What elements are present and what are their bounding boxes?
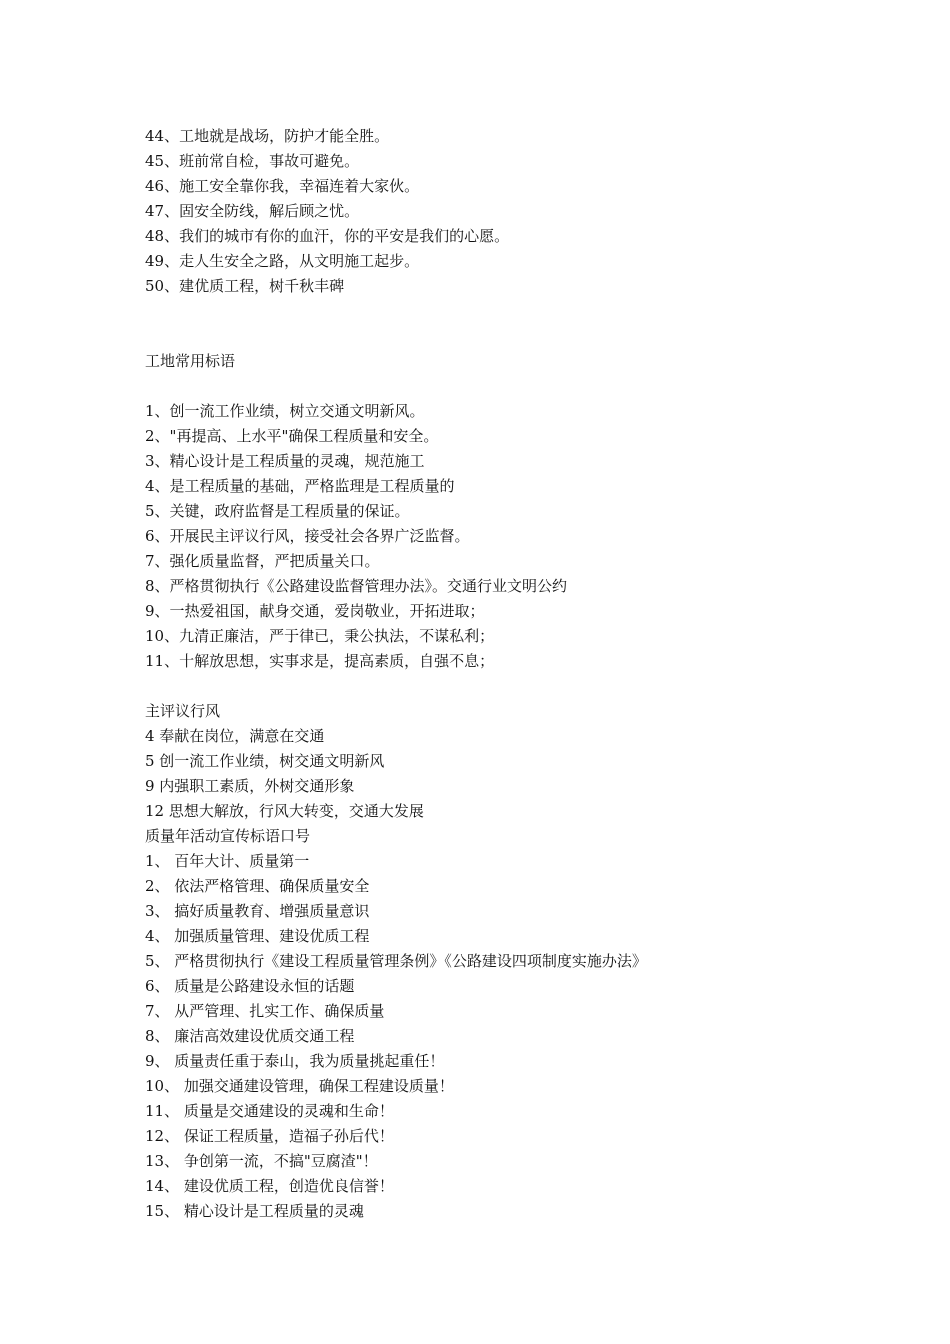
text-line: 9、一热爱祖国，献身交通，爱岗敬业，开拓进取； xyxy=(145,602,485,620)
text-line: 6、 质量是公路建设永恒的话题 xyxy=(145,977,355,995)
text-line: 45、班前常自检，事故可避免。 xyxy=(145,152,360,170)
blank-line xyxy=(145,299,845,324)
text-line: 14、 建设优质工程，创造优良信誉！ xyxy=(145,1177,394,1195)
text-line: 3、 搞好质量教育、增强质量意识 xyxy=(145,902,370,920)
text-line: 8、严格贯彻执行《公路建设监督管理办法》。交通行业文明公约 xyxy=(145,577,568,595)
text-line: 9 内强职工素质，外树交通形象 xyxy=(145,777,355,795)
text-line: 工地常用标语 xyxy=(145,352,236,370)
text-line: 1、创一流工作业绩，树立交通文明新风。 xyxy=(145,402,425,420)
blank-line xyxy=(145,324,845,349)
text-line: 49、走人生安全之路，从文明施工起步。 xyxy=(145,252,420,270)
text-line: 11、十解放思想，实事求是，提高素质，自强不息； xyxy=(145,652,495,670)
text-line: 6、开展民主评议行风，接受社会各界广泛监督。 xyxy=(145,527,470,545)
text-line: 4、是工程质量的基础，严格监理是工程质量的 xyxy=(145,477,455,495)
text-line: 5、关键，政府监督是工程质量的保证。 xyxy=(145,502,410,520)
text-line: 7、 从严管理、扎实工作、确保质量 xyxy=(145,1002,385,1020)
blank-line xyxy=(145,374,845,399)
text-line: 5、 严格贯彻执行《建设工程质量管理条例》《公路建设四项制度实施办法》 xyxy=(145,952,647,970)
text-line: 10、九清正廉洁，严于律已，秉公执法，不谋私利； xyxy=(145,627,495,645)
text-line: 4、 加强质量管理、建设优质工程 xyxy=(145,927,370,945)
text-line: 44、工地就是战场，防护才能全胜。 xyxy=(145,127,390,145)
text-line: 8、 廉洁高效建设优质交通工程 xyxy=(145,1027,355,1045)
text-line: 12 思想大解放，行风大转变，交通大发展 xyxy=(145,802,424,820)
text-line: 10、 加强交通建设管理，确保工程建设质量！ xyxy=(145,1077,454,1095)
text-line: 15、 精心设计是工程质量的灵魂 xyxy=(145,1202,364,1220)
text-line: 5 创一流工作业绩，树交通文明新风 xyxy=(145,752,385,770)
text-line: 50、建优质工程，树千秋丰碑 xyxy=(145,277,345,295)
blank-line xyxy=(145,674,845,699)
text-line: 主评议行风 xyxy=(145,702,221,720)
text-line: 3、精心设计是工程质量的灵魂，规范施工 xyxy=(145,452,425,470)
text-line: 2、 依法严格管理、确保质量安全 xyxy=(145,877,370,895)
text-line: 46、施工安全靠你我，幸福连着大家伙。 xyxy=(145,177,420,195)
text-line: 48、我们的城市有你的血汗，你的平安是我们的心愿。 xyxy=(145,227,510,245)
text-line: 质量年活动宣传标语口号 xyxy=(145,827,311,845)
text-line: 9、 质量责任重于泰山，我为质量挑起重任！ xyxy=(145,1052,445,1070)
text-line: 11、 质量是交通建设的灵魂和生命！ xyxy=(145,1102,394,1120)
text-line: 2、"再提高、上水平"确保工程质量和安全。 xyxy=(145,427,439,445)
text-line: 47、固安全防线，解后顾之忧。 xyxy=(145,202,360,220)
text-line: 7、强化质量监督，严把质量关口。 xyxy=(145,552,380,570)
text-line: 4 奉献在岗位，满意在交通 xyxy=(145,727,325,745)
text-line: 13、 争创第一流，不搞"豆腐渣"！ xyxy=(145,1152,378,1170)
document-body xyxy=(145,124,845,1224)
text-line: 12、 保证工程质量，造福子孙后代！ xyxy=(145,1127,394,1145)
text-line: 1、 百年大计、质量第一 xyxy=(145,852,310,870)
